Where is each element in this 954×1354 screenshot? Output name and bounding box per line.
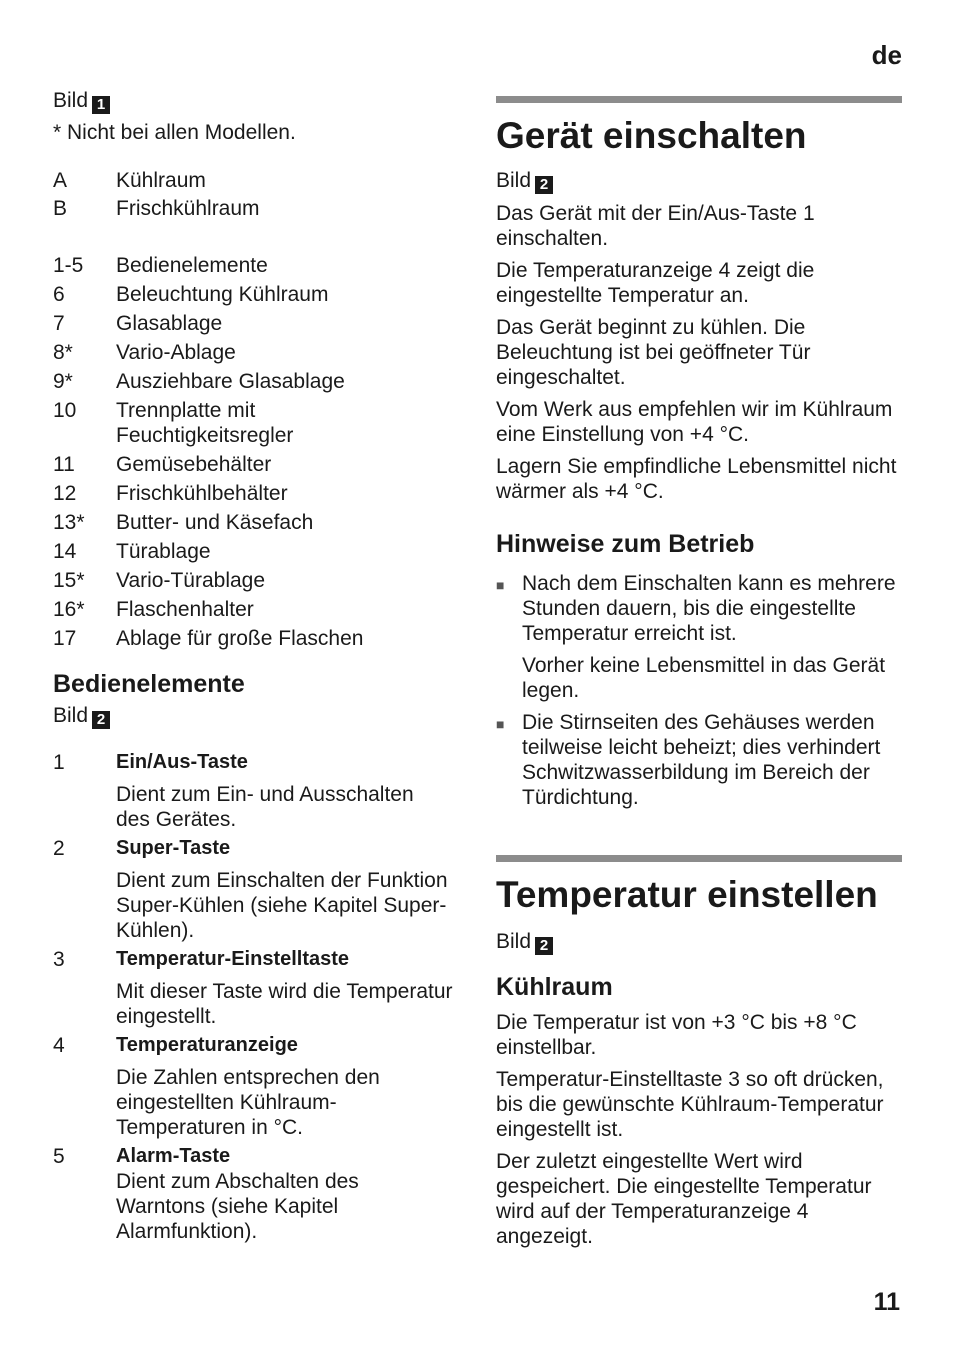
control-number: 5: [53, 1145, 65, 1168]
paragraph: Temperatur-Einstelltaste 3 so oft drücken, bis die gewünschte Kühlraum-Temperatur eingestellt ist.: [496, 1068, 884, 1141]
bullet-note: Vorher keine Lebensmittel in das Gerät legen.: [522, 654, 886, 702]
legend-text: Bedienelemente: [116, 254, 268, 277]
control-number: 3: [53, 948, 65, 971]
paragraph: Lagern Sie empfindliche Lebensmittel nicht wärmer als +4 °C.: [496, 455, 897, 503]
control-number: 1: [53, 751, 65, 774]
legend-item: [53, 340, 453, 365]
figure-reference: [53, 703, 453, 729]
control-description: Dient zum Einschalten der Funktion Super-Kühlen (siehe Kapitel Super-Kühlen).: [116, 869, 448, 942]
paragraph: Die Temperaturanzeige 4 zeigt die eingestellte Temperatur an.: [496, 259, 815, 307]
legend-item: [53, 369, 453, 394]
paragraph: Der zuletzt eingestellte Wert wird gespeichert. Die eingestellte Temperatur wird auf der Temperaturanzeige 4 angezeigt.: [496, 1150, 872, 1248]
bullet-body: [522, 571, 906, 703]
legend-item: [53, 481, 453, 506]
control-title: Alarm-Taste: [116, 1145, 231, 1167]
control-list: [53, 750, 453, 1244]
figure-reference: [496, 168, 906, 194]
legend-key: 1-5: [53, 254, 84, 277]
legend-text: Butter- und Käsefach: [116, 511, 314, 534]
legend-item: [53, 398, 453, 448]
legend-item: [53, 282, 453, 307]
legend-item: [53, 168, 453, 193]
figure-number-badge: 2: [535, 937, 553, 955]
legend-key: 14: [53, 540, 77, 563]
legend-text: Flaschenhalter: [116, 598, 254, 621]
figure-number-badge: 1: [92, 96, 110, 114]
section-heading-bedienelemente: Bedienelemente: [53, 670, 245, 698]
control-description: Dient zum Abschalten des Warntons (siehe Kapitel Alarmfunktion).: [116, 1170, 359, 1243]
section-title-geraet-einschalten: Gerät einschalten: [496, 115, 807, 156]
model-note: * Nicht bei allen Modellen.: [53, 121, 296, 144]
left-column: [53, 88, 453, 1244]
legend-text: Glasablage: [116, 312, 223, 335]
control-item: [53, 947, 453, 1033]
control-title: Temperaturanzeige: [116, 1034, 298, 1056]
square-bullet-icon: ■: [496, 716, 505, 732]
bullet-text: Nach dem Einschalten kann es mehrere Stunden dauern, bis die eingestellte Temperatur erreicht ist.: [522, 572, 896, 645]
legend-text: Gemüsebehälter: [116, 453, 272, 476]
legend-item: [53, 253, 453, 278]
control-body: [116, 1033, 453, 1144]
legend-group-a: [53, 168, 453, 221]
control-description: Mit dieser Taste wird die Temperatur eingestellt.: [116, 980, 453, 1028]
paragraph: Die Temperatur ist von +3 °C bis +8 °C einstellbar.: [496, 1011, 857, 1059]
legend-key: B: [53, 197, 68, 220]
legend-item: [53, 452, 453, 477]
legend-text: Vario-Türablage: [116, 569, 266, 592]
control-body: [116, 750, 453, 836]
legend-text: Kühlraum: [116, 169, 206, 192]
paragraph: Das Gerät mit der Ein/Aus-Taste 1 einschalten.: [496, 202, 815, 250]
legend-item: [53, 539, 453, 564]
control-body: [116, 947, 453, 1033]
control-body: [116, 1144, 453, 1244]
legend-text: Trennplatte mit Feuchtigkeitsregler: [116, 399, 294, 447]
control-description: Die Zahlen entsprechen den eingestellten Kühlraum-Temperaturen in °C.: [116, 1066, 380, 1139]
legend-item: [53, 626, 453, 651]
language-tag: de: [871, 40, 902, 70]
legend-key: 6: [53, 283, 65, 306]
legend-group-b: [53, 253, 453, 651]
legend-item: [53, 568, 453, 593]
legend-key: A: [53, 169, 68, 192]
bullet-text: Die Stirnseiten des Gehäuses werden teilweise leicht beheizt; dies verhindert Schwitzwasserbildung im Bereich der Türdichtung.: [522, 711, 881, 809]
control-body: [116, 836, 453, 947]
legend-key: 7: [53, 312, 65, 335]
figure-number-badge: 2: [535, 176, 553, 194]
paragraph: Vom Werk aus empfehlen wir im Kühlraum eine Einstellung von +4 °C.: [496, 398, 893, 446]
control-item: [53, 836, 453, 947]
control-number: 2: [53, 837, 65, 860]
figure-reference: [496, 929, 906, 955]
section-heading-hinweise: Hinweise zum Betrieb: [496, 530, 755, 558]
control-description: Dient zum Ein- und Ausschalten des Gerätes.: [116, 783, 414, 831]
section-rule: [496, 96, 902, 103]
control-title: Temperatur-Einstelltaste: [116, 948, 350, 970]
legend-key: 12: [53, 482, 77, 505]
legend-item: [53, 196, 453, 221]
legend-text: Ausziehbare Glasablage: [116, 370, 345, 393]
legend-text: Türablage: [116, 540, 211, 563]
control-title: Ein/Aus-Taste: [116, 751, 248, 773]
bullet-item: [496, 710, 906, 810]
legend-item: [53, 597, 453, 622]
section-rule: [496, 855, 902, 862]
legend-item: [53, 510, 453, 535]
bild-label: Bild: [53, 704, 89, 727]
control-item: [53, 750, 453, 836]
legend-text: Vario-Ablage: [116, 341, 236, 364]
section-heading-kuehlraum: Kühlraum: [496, 973, 613, 1001]
legend-key: 15*: [53, 569, 85, 592]
legend-text: Frischkühlraum: [116, 197, 260, 220]
legend-key: 9*: [53, 370, 73, 393]
page-number: 11: [873, 1288, 900, 1316]
legend-key: 8*: [53, 341, 73, 364]
legend-key: 17: [53, 627, 77, 650]
figure-number-badge: 2: [92, 711, 110, 729]
bild-label: Bild: [496, 169, 532, 192]
figure-reference: [53, 88, 453, 114]
control-number: 4: [53, 1034, 65, 1057]
legend-text: Beleuchtung Kühlraum: [116, 283, 329, 306]
section-title-temperatur-einstellen: Temperatur einstellen: [496, 874, 878, 915]
legend-key: 16*: [53, 598, 85, 621]
paragraph: Das Gerät beginnt zu kühlen. Die Beleuchtung ist bei geöffneter Tür eingeschaltet.: [496, 316, 811, 389]
right-column: [496, 96, 906, 1249]
legend-text: Frischkühlbehälter: [116, 482, 288, 505]
legend-text: Ablage für große Flaschen: [116, 627, 364, 650]
legend-item: [53, 311, 453, 336]
bild-label: Bild: [53, 89, 89, 112]
control-item: [53, 1033, 453, 1144]
legend-key: 11: [53, 453, 75, 476]
control-item: [53, 1144, 453, 1244]
bild-label: Bild: [496, 930, 532, 953]
control-title: Super-Taste: [116, 837, 231, 859]
square-bullet-icon: ■: [496, 577, 505, 593]
bullet-item: [496, 571, 906, 703]
legend-key: 13*: [53, 511, 85, 534]
legend-key: 10: [53, 399, 77, 422]
